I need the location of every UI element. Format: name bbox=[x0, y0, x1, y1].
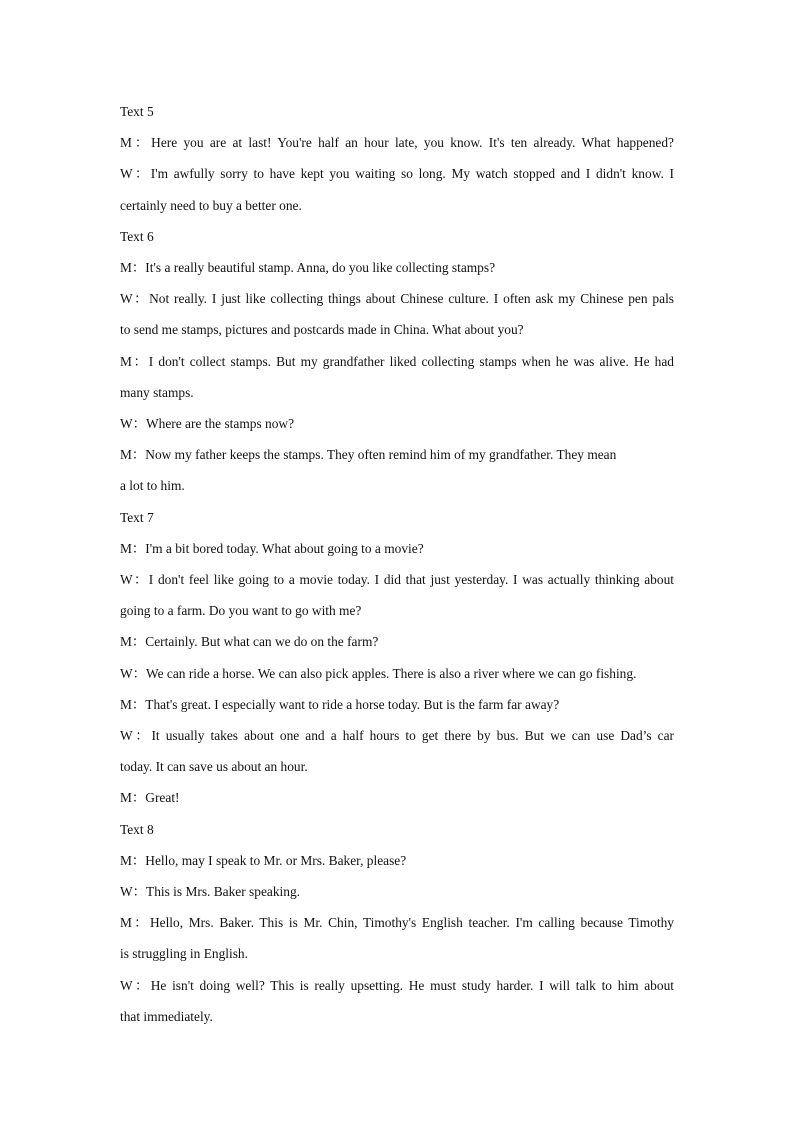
dialogue-line: M：Great! bbox=[120, 790, 180, 806]
dialogue-line: that immediately. bbox=[120, 1008, 213, 1024]
dialogue-line: M：Hello, may I speak to Mr. or Mrs. Baker, please? bbox=[120, 852, 407, 868]
dialogue-line: to send me stamps, pictures and postcards made in China. What about you? bbox=[120, 322, 524, 338]
section-heading-text-8: Text 8 bbox=[120, 821, 154, 837]
dialogue-line: M：Here you are at last! You're half an hour late, you know. It's ten already. What happened? bbox=[120, 135, 674, 151]
dialogue-line: M：Hello, Mrs. Baker. This is Mr. Chin, Timothy's English teacher. I'm calling because Timothy bbox=[120, 915, 674, 931]
dialogue-line: M：It's a really beautiful stamp. Anna, do you like collecting stamps? bbox=[120, 260, 496, 276]
dialogue-line: M：Certainly. But what can we do on the farm? bbox=[120, 634, 379, 650]
dialogue-line: W：We can ride a horse. We can also pick apples. There is also a river where we can go fishing. bbox=[120, 665, 637, 681]
dialogue-line: certainly need to buy a better one. bbox=[120, 197, 302, 213]
dialogue-line: today. It can save us about an hour. bbox=[120, 759, 308, 775]
dialogue-line: M：I'm a bit bored today. What about going to a movie? bbox=[120, 540, 424, 556]
section-heading-text-7: Text 7 bbox=[120, 509, 154, 525]
dialogue-line: W：Where are the stamps now? bbox=[120, 416, 295, 432]
section-heading-text-5: Text 5 bbox=[120, 104, 154, 119]
transcript-body bbox=[120, 96, 674, 1032]
dialogue-line: W：This is Mrs. Baker speaking. bbox=[120, 884, 301, 900]
dialogue-line: M：That's great. I especially want to ride a horse today. But is the farm far away? bbox=[120, 696, 560, 712]
dialogue-line: W：It usually takes about one and a half hours to get there by bus. But we can use Dad’s car bbox=[120, 728, 674, 744]
dialogue-line: going to a farm. Do you want to go with me? bbox=[120, 603, 362, 619]
dialogue-line: M：I don't collect stamps. But my grandfather liked collecting stamps when he was alive. He had bbox=[120, 353, 674, 369]
dialogue-line: a lot to him. bbox=[120, 478, 185, 494]
section-heading-text-6: Text 6 bbox=[120, 228, 154, 244]
dialogue-line: W：He isn't doing well? This is really upsetting. He must study harder. I will talk to him about bbox=[120, 977, 674, 993]
dialogue-line: is struggling in English. bbox=[120, 946, 248, 962]
dialogue-line: M：Now my father keeps the stamps. They often remind him of my grandfather. They mean bbox=[120, 447, 617, 463]
dialogue-line: W：I'm awfully sorry to have kept you waiting so long. My watch stopped and I didn't know. I bbox=[120, 166, 674, 182]
dialogue-line: W：I don't feel like going to a movie today. I did that just yesterday. I was actually thinking about bbox=[120, 572, 674, 588]
dialogue-line: many stamps. bbox=[120, 384, 194, 400]
dialogue-line: W：Not really. I just like collecting things about Chinese culture. I often ask my Chinese pen pals bbox=[120, 291, 674, 307]
